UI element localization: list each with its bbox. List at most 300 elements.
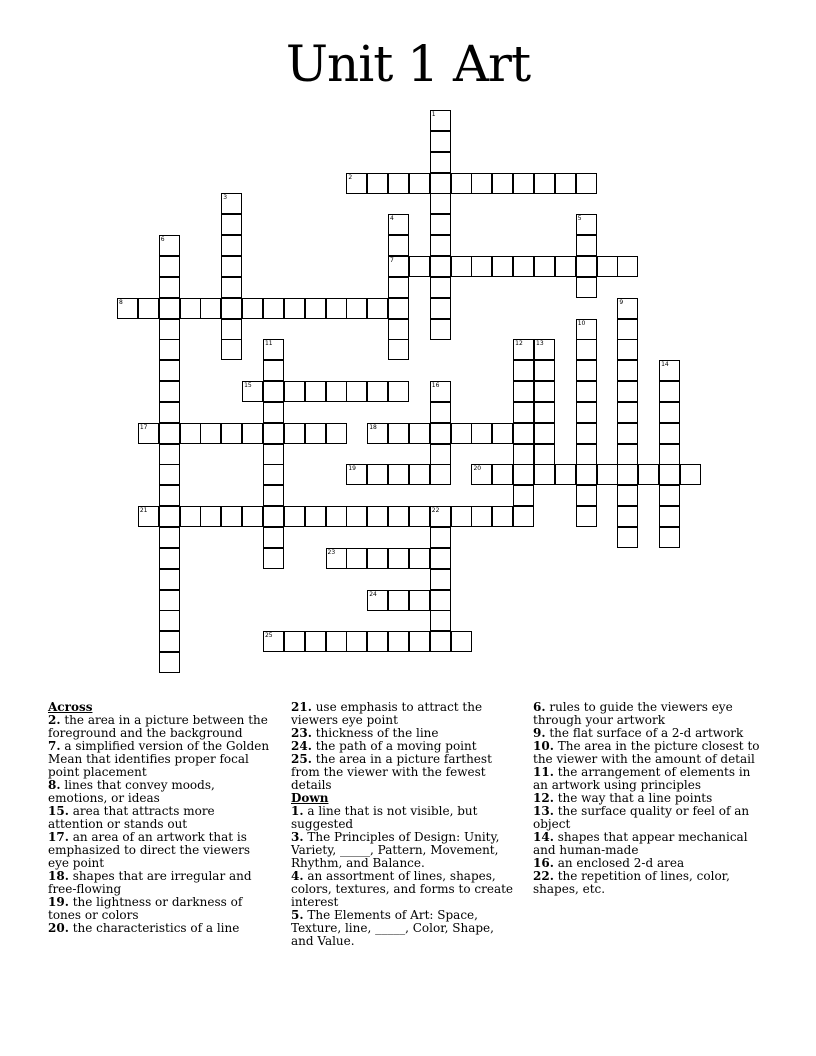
grid-cell[interactable] — [576, 485, 597, 506]
grid-cell[interactable] — [430, 464, 451, 485]
grid-cell[interactable] — [576, 402, 597, 423]
grid-cell[interactable] — [409, 423, 430, 444]
grid-cell[interactable] — [492, 464, 513, 485]
grid-cell[interactable] — [159, 444, 180, 465]
grid-cell[interactable] — [200, 506, 221, 527]
across-clue — [48, 870, 270, 896]
grid-cell[interactable] — [326, 381, 347, 402]
down-clue — [533, 701, 761, 727]
grid-cell[interactable] — [346, 548, 367, 569]
grid-cell[interactable] — [242, 298, 263, 319]
grid-cell[interactable] — [617, 527, 638, 548]
grid-cell[interactable] — [430, 298, 451, 319]
grid-cell[interactable] — [263, 381, 284, 402]
grid-cell[interactable] — [576, 506, 597, 527]
grid-cell[interactable] — [263, 444, 284, 465]
grid-cell[interactable] — [284, 631, 305, 652]
grid-cell[interactable] — [617, 360, 638, 381]
grid-cell[interactable] — [367, 381, 388, 402]
grid-cell[interactable] — [430, 131, 451, 152]
grid-cell[interactable] — [430, 381, 451, 402]
grid-cell[interactable] — [617, 256, 638, 277]
grid-cell[interactable] — [513, 339, 534, 360]
grid-cell[interactable] — [159, 277, 180, 298]
clue-number-label: 8. — [48, 778, 61, 792]
grid-cell[interactable] — [576, 464, 597, 485]
clue-number: 12 — [515, 340, 523, 348]
grid-cell[interactable] — [263, 360, 284, 381]
grid-cell[interactable] — [576, 235, 597, 256]
clue-text: an assortment of lines, shapes, colors, textures, and forms to create interest — [291, 869, 514, 909]
down-clue — [533, 805, 761, 831]
clue-text: the way that a line points — [553, 791, 713, 805]
grid-cell[interactable] — [534, 464, 555, 485]
grid-cell[interactable] — [367, 423, 388, 444]
grid-cell[interactable] — [346, 381, 367, 402]
grid-cell[interactable] — [138, 298, 159, 319]
clue-text: a simplified version of the Golden Mean that identifies proper focal point placement — [48, 739, 270, 779]
grid-cell[interactable] — [388, 277, 409, 298]
clue-number-label: 14. — [533, 830, 554, 844]
grid-cell[interactable] — [451, 173, 472, 194]
grid-cell[interactable] — [159, 256, 180, 277]
grid-cell[interactable] — [221, 256, 242, 277]
grid-cell[interactable] — [617, 506, 638, 527]
clue-text: The Principles of Design: Unity, Variety, _____, Pattern, Movement, Rhythm, and Balance. — [291, 830, 500, 870]
grid-cell[interactable] — [409, 256, 430, 277]
grid-cell[interactable] — [430, 110, 451, 131]
clue-text: the area in a picture between the foreground and the background — [48, 713, 268, 740]
grid-cell[interactable] — [117, 298, 138, 319]
grid-cell[interactable] — [138, 506, 159, 527]
across-clue — [291, 701, 519, 727]
grid-cell[interactable] — [513, 506, 534, 527]
grid-cell[interactable] — [534, 402, 555, 423]
grid-cell[interactable] — [534, 339, 555, 360]
down-clue — [291, 805, 519, 831]
grid-cell[interactable] — [159, 402, 180, 423]
grid-cell[interactable] — [576, 214, 597, 235]
grid-cell[interactable] — [388, 339, 409, 360]
grid-cell[interactable] — [221, 214, 242, 235]
grid-cell[interactable] — [430, 402, 451, 423]
clue-text: the area in a picture farthest from the viewer with the fewest details — [291, 752, 492, 792]
grid-cell[interactable] — [576, 256, 597, 277]
grid-cell[interactable] — [305, 631, 326, 652]
grid-cell[interactable] — [576, 173, 597, 194]
clue-number-label: 22. — [533, 869, 554, 883]
grid-cell[interactable] — [305, 423, 326, 444]
grid-cell[interactable] — [221, 193, 242, 214]
grid-cell[interactable] — [159, 360, 180, 381]
grid-cell[interactable] — [367, 173, 388, 194]
grid-cell[interactable] — [180, 298, 201, 319]
grid-cell[interactable] — [200, 423, 221, 444]
clues-column-2 — [291, 701, 519, 948]
grid-cell[interactable] — [326, 631, 347, 652]
grid-cell[interactable] — [159, 569, 180, 590]
grid-cell[interactable] — [659, 506, 680, 527]
grid-cell[interactable] — [388, 548, 409, 569]
grid-cell[interactable] — [159, 339, 180, 360]
across-clue — [48, 922, 270, 935]
grid-cell[interactable] — [492, 423, 513, 444]
grid-cell[interactable] — [576, 277, 597, 298]
clue-number: 10 — [577, 319, 586, 327]
clue-number-label: 10. — [533, 739, 554, 753]
grid-cell[interactable] — [513, 444, 534, 465]
grid-cell[interactable] — [159, 381, 180, 402]
grid-cell[interactable] — [534, 423, 555, 444]
grid-cell[interactable] — [430, 277, 451, 298]
clue-number-label: 5. — [291, 908, 304, 922]
grid-cell[interactable] — [263, 485, 284, 506]
grid-cell[interactable] — [430, 152, 451, 173]
grid-cell[interactable] — [430, 548, 451, 569]
grid-cell[interactable] — [326, 506, 347, 527]
clue-number: 6 — [160, 236, 165, 244]
grid-cell[interactable] — [659, 527, 680, 548]
grid-cell[interactable] — [576, 339, 597, 360]
grid-cell[interactable] — [659, 464, 680, 485]
clue-number: 17 — [139, 423, 148, 431]
down-heading: Down — [291, 791, 329, 805]
clue-number-label: 6. — [533, 700, 546, 714]
grid-cell[interactable] — [617, 485, 638, 506]
clue-number-label: 2. — [48, 713, 61, 727]
grid-cell[interactable] — [346, 506, 367, 527]
grid-cell[interactable] — [305, 506, 326, 527]
grid-cell[interactable] — [451, 631, 472, 652]
clue-number-label: 13. — [533, 804, 554, 818]
grid-cell[interactable] — [430, 631, 451, 652]
grid-cell[interactable] — [534, 173, 555, 194]
clue-number-label: 16. — [533, 856, 554, 870]
grid-cell[interactable] — [367, 631, 388, 652]
grid-cell[interactable] — [346, 173, 367, 194]
clue-number-label: 18. — [48, 869, 69, 883]
clues-column-3 — [533, 701, 761, 896]
across-clue — [291, 753, 519, 792]
clue-text: The area in the picture closest to the viewer with the amount of detail — [533, 739, 760, 766]
grid-cell[interactable] — [409, 464, 430, 485]
grid-cell[interactable] — [263, 506, 284, 527]
clue-text: the arrangement of elements in an artwork using principles — [533, 765, 751, 792]
clue-number-label: 23. — [291, 726, 312, 740]
grid-cell[interactable] — [430, 527, 451, 548]
grid-cell[interactable] — [159, 652, 180, 673]
down-clue — [533, 870, 761, 896]
clue-text: rules to guide the viewers eye through your artwork — [533, 700, 733, 727]
grid-cell[interactable] — [263, 298, 284, 319]
across-clue — [48, 779, 270, 805]
grid-cell[interactable] — [263, 464, 284, 485]
grid-cell[interactable] — [242, 423, 263, 444]
grid-cell[interactable] — [659, 485, 680, 506]
grid-cell[interactable] — [388, 464, 409, 485]
across-clue-list-continued — [291, 701, 519, 792]
grid-cell[interactable] — [284, 381, 305, 402]
clue-number: 22 — [431, 507, 440, 515]
grid-cell[interactable] — [242, 506, 263, 527]
grid-cell[interactable] — [367, 506, 388, 527]
grid-cell[interactable] — [576, 423, 597, 444]
down-clue — [533, 766, 761, 792]
grid-cell[interactable] — [638, 464, 659, 485]
clue-text: a line that is not visible, but suggested — [291, 804, 478, 831]
grid-cell[interactable] — [388, 214, 409, 235]
grid-cell[interactable] — [284, 506, 305, 527]
grid-cell[interactable] — [200, 298, 221, 319]
clue-number-label: 21. — [291, 700, 312, 714]
grid-cell[interactable] — [430, 319, 451, 340]
grid-cell[interactable] — [388, 506, 409, 527]
grid-cell[interactable] — [284, 423, 305, 444]
clue-text: thickness of the line — [311, 726, 439, 740]
grid-cell[interactable] — [388, 631, 409, 652]
grid-cell[interactable] — [430, 256, 451, 277]
clue-number-label: 4. — [291, 869, 304, 883]
grid-cell[interactable] — [659, 444, 680, 465]
grid-cell[interactable] — [471, 173, 492, 194]
grid-cell[interactable] — [138, 423, 159, 444]
grid-cell[interactable] — [680, 464, 701, 485]
across-clue — [48, 805, 270, 831]
down-clue — [291, 870, 519, 909]
clue-number: 20 — [473, 465, 482, 473]
grid-cell[interactable] — [263, 548, 284, 569]
grid-cell[interactable] — [159, 527, 180, 548]
clue-text: shapes that are irregular and free-flowing — [48, 869, 252, 896]
clue-text: shapes that appear mechanical and human-made — [533, 830, 748, 857]
grid-cell[interactable] — [180, 423, 201, 444]
clue-text: an enclosed 2-d area — [553, 856, 685, 870]
grid-cell[interactable] — [367, 590, 388, 611]
clue-number-label: 19. — [48, 895, 69, 909]
grid-cell[interactable] — [451, 506, 472, 527]
grid-cell[interactable] — [430, 569, 451, 590]
clue-number: 2 — [348, 173, 353, 181]
grid-cell[interactable] — [388, 423, 409, 444]
grid-cell[interactable] — [471, 256, 492, 277]
clue-text: the surface quality or feel of an object — [533, 804, 750, 831]
down-clue-list — [291, 805, 519, 948]
grid-cell[interactable] — [221, 423, 242, 444]
grid-cell[interactable] — [409, 631, 430, 652]
grid-cell[interactable] — [513, 360, 534, 381]
grid-cell[interactable] — [576, 360, 597, 381]
grid-cell[interactable] — [263, 423, 284, 444]
grid-cell[interactable] — [513, 485, 534, 506]
clue-number-label: 25. — [291, 752, 312, 766]
grid-cell[interactable] — [471, 464, 492, 485]
grid-cell[interactable] — [492, 506, 513, 527]
grid-cell[interactable] — [159, 235, 180, 256]
grid-cell[interactable] — [326, 298, 347, 319]
grid-cell[interactable] — [388, 381, 409, 402]
grid-cell[interactable] — [305, 298, 326, 319]
grid-cell[interactable] — [513, 402, 534, 423]
grid-cell[interactable] — [242, 381, 263, 402]
clue-number-label: 20. — [48, 921, 69, 935]
down-clue — [533, 831, 761, 857]
grid-cell[interactable] — [576, 381, 597, 402]
grid-cell[interactable] — [159, 631, 180, 652]
page-title: Unit 1 Art — [285, 35, 531, 93]
grid-cell[interactable] — [617, 464, 638, 485]
grid-cell[interactable] — [346, 298, 367, 319]
clue-number: 11 — [264, 340, 273, 348]
grid-cell[interactable] — [471, 423, 492, 444]
grid-cell[interactable] — [159, 610, 180, 631]
grid-cell[interactable] — [221, 298, 242, 319]
grid-cell[interactable] — [555, 256, 576, 277]
grid-cell[interactable] — [430, 423, 451, 444]
grid-cell[interactable] — [617, 402, 638, 423]
grid-cell[interactable] — [617, 444, 638, 465]
grid-cell[interactable] — [534, 381, 555, 402]
grid-cell[interactable] — [221, 235, 242, 256]
grid-cell[interactable] — [597, 464, 618, 485]
grid-cell[interactable] — [534, 360, 555, 381]
clue-number: 14 — [661, 361, 669, 369]
grid-cell[interactable] — [513, 173, 534, 194]
grid-cell[interactable] — [576, 444, 597, 465]
clue-number: 5 — [577, 215, 582, 223]
grid-cell[interactable] — [430, 444, 451, 465]
grid-cell[interactable] — [576, 319, 597, 340]
down-clue — [533, 740, 761, 766]
grid-cell[interactable] — [388, 173, 409, 194]
grid-cell[interactable] — [513, 423, 534, 444]
grid-cell[interactable] — [430, 590, 451, 611]
grid-cell[interactable] — [430, 610, 451, 631]
grid-cell[interactable] — [409, 548, 430, 569]
grid-cell[interactable] — [159, 464, 180, 485]
grid-cell[interactable] — [159, 298, 180, 319]
clue-number: 7 — [390, 256, 394, 264]
grid-cell[interactable] — [263, 402, 284, 423]
grid-cell[interactable] — [221, 319, 242, 340]
grid-cell[interactable] — [388, 590, 409, 611]
across-clue — [48, 831, 270, 870]
grid-cell[interactable] — [346, 631, 367, 652]
grid-cell[interactable] — [597, 256, 618, 277]
clue-number-label: 12. — [533, 791, 554, 805]
grid-cell[interactable] — [326, 548, 347, 569]
clue-text: the path of a moving point — [311, 739, 477, 753]
clue-text: the lightness or darkness of tones or colors — [48, 895, 243, 922]
grid-cell[interactable] — [451, 256, 472, 277]
clue-text: lines that convey moods, emotions, or ideas — [48, 778, 215, 805]
grid-cell[interactable] — [326, 423, 347, 444]
grid-cell[interactable] — [180, 506, 201, 527]
grid-cell[interactable] — [159, 485, 180, 506]
grid-cell[interactable] — [409, 590, 430, 611]
grid-cell[interactable] — [388, 235, 409, 256]
grid-cell[interactable] — [305, 381, 326, 402]
grid-cell[interactable] — [659, 360, 680, 381]
grid-cell[interactable] — [513, 256, 534, 277]
clue-number: 25 — [264, 632, 273, 640]
grid-cell[interactable] — [367, 298, 388, 319]
grid-cell[interactable] — [263, 527, 284, 548]
clue-text: the flat surface of a 2-d artwork — [545, 726, 744, 740]
across-clue — [48, 896, 270, 922]
grid-cell[interactable] — [388, 298, 409, 319]
grid-cell[interactable] — [617, 423, 638, 444]
grid-cell[interactable] — [430, 214, 451, 235]
clue-number: 9 — [619, 298, 624, 306]
grid-cell[interactable] — [617, 319, 638, 340]
grid-cell[interactable] — [284, 298, 305, 319]
grid-cell[interactable] — [617, 298, 638, 319]
clue-number-label: 11. — [533, 765, 554, 779]
grid-cell[interactable] — [221, 277, 242, 298]
grid-cell[interactable] — [534, 444, 555, 465]
grid-cell[interactable] — [617, 381, 638, 402]
grid-cell[interactable] — [159, 319, 180, 340]
grid-cell[interactable] — [659, 423, 680, 444]
clue-number: 24 — [369, 590, 377, 598]
clue-number: 4 — [390, 215, 394, 223]
grid-cell[interactable] — [471, 506, 492, 527]
grid-cell[interactable] — [409, 173, 430, 194]
grid-cell[interactable] — [659, 402, 680, 423]
grid-cell[interactable] — [159, 423, 180, 444]
grid-cell[interactable] — [159, 548, 180, 569]
grid-cell[interactable] — [430, 235, 451, 256]
grid-cell[interactable] — [346, 464, 367, 485]
grid-cell[interactable] — [263, 339, 284, 360]
grid-cell[interactable] — [555, 173, 576, 194]
grid-cell[interactable] — [513, 464, 534, 485]
clue-text: the repetition of lines, color, shapes, etc. — [533, 869, 730, 896]
grid-cell[interactable] — [367, 464, 388, 485]
grid-cell[interactable] — [159, 590, 180, 611]
down-clue-list-continued — [533, 701, 761, 896]
grid-cell[interactable] — [263, 631, 284, 652]
clue-number: 3 — [223, 194, 228, 202]
grid-cell[interactable] — [430, 173, 451, 194]
grid-cell[interactable] — [430, 193, 451, 214]
grid-cell[interactable] — [388, 256, 409, 277]
clue-number-label: 17. — [48, 830, 69, 844]
grid-cell[interactable] — [513, 381, 534, 402]
grid-cell[interactable] — [430, 506, 451, 527]
across-heading: Across — [48, 700, 93, 714]
clue-number: 18 — [369, 423, 377, 431]
grid-cell[interactable] — [367, 548, 388, 569]
grid-cell[interactable] — [409, 506, 430, 527]
grid-cell[interactable] — [534, 256, 555, 277]
grid-cell[interactable] — [221, 506, 242, 527]
grid-cell[interactable] — [159, 506, 180, 527]
grid-cell[interactable] — [617, 339, 638, 360]
grid-cell[interactable] — [388, 319, 409, 340]
clue-number: 13 — [536, 340, 544, 348]
down-clue — [291, 831, 519, 870]
grid-cell[interactable] — [221, 339, 242, 360]
grid-cell[interactable] — [555, 464, 576, 485]
clue-number: 19 — [348, 465, 356, 473]
across-clue — [48, 714, 270, 740]
grid-cell[interactable] — [492, 256, 513, 277]
grid-cell[interactable] — [451, 423, 472, 444]
grid-cell[interactable] — [659, 381, 680, 402]
grid-cell[interactable] — [492, 173, 513, 194]
clue-number: 23 — [327, 548, 336, 556]
